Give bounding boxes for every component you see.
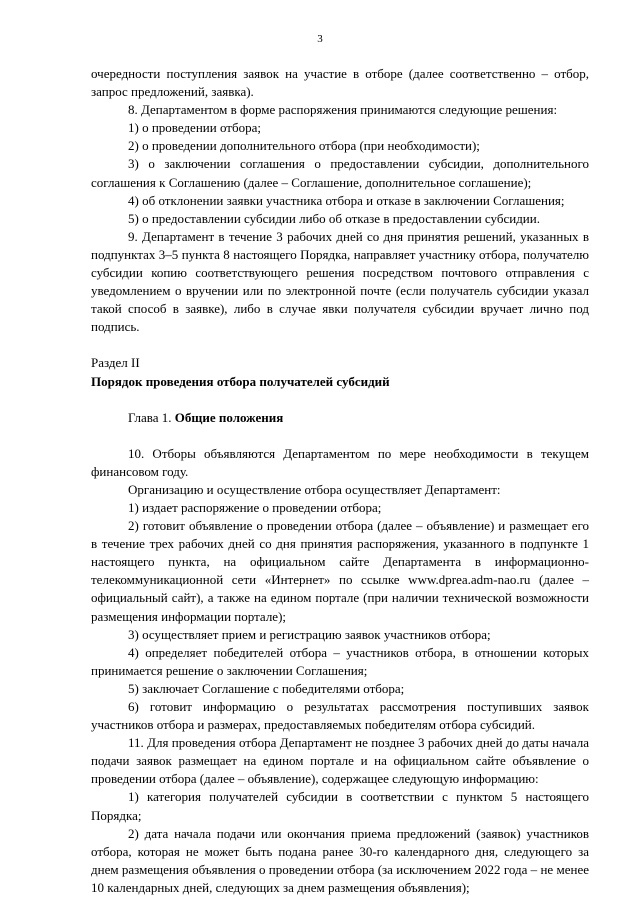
- paragraph-10-item-4: 4) определяет победителей отбора – участников отбора, в отношении которых принимается решение о заключении Соглашения;: [91, 644, 589, 678]
- paragraph-continuation: очередности поступления заявок на участие в отборе (далее соответственно – отбор, запрос предложений, заявка).: [91, 66, 589, 100]
- paragraph-10-item-3: 3) осуществляет прием и регистрацию заявок участников отбора;: [128, 626, 491, 642]
- chapter-heading: [91, 409, 589, 427]
- section-label: Раздел II: [91, 355, 140, 371]
- paragraph-10-item-1: 1) издает распоряжение о проведении отбора;: [128, 499, 382, 515]
- paragraph-10-item-2: 2) готовит объявление о проведении отбора (далее – объявление) и размещает его в течение трех рабочих дней со дня принятия распоряжения, указанного в подпункте 1 настоящего пункта, на официальном сайте Департамента в информационно-телекоммуникационной сети «Интернет» по ссылке www.dprea.adm-nao.ru (далее – официальный сайт), а также на едином портале (при наличии технической возможности размещения информации портале);: [91, 518, 589, 624]
- paragraph-8: 8. Департаментом в форме распоряжения принимаются следующие решения:: [128, 102, 558, 118]
- paragraph-8-item-4: 4) об отклонении заявки участника отбора и отказе в заключении Соглашения;: [128, 192, 565, 208]
- paragraph-8-item-2: 2) о проведении дополнительного отбора (при необходимости);: [128, 138, 480, 154]
- paragraph-11-item-1: 1) категория получателей субсидии в соответствии с пунктом 5 настоящего Порядка;: [91, 789, 589, 823]
- paragraph-8-item-3: 3) о заключении соглашения о предоставлении субсидии, дополнительного соглашения к Соглашению (далее – Соглашение, дополнительное соглашение);: [91, 156, 589, 190]
- paragraph-8-item-1: 1) о проведении отбора;: [128, 120, 261, 136]
- paragraph-8-item-5: 5) о предоставлении субсидии либо об отказе в предоставлении субсидии.: [128, 210, 540, 226]
- document-body: [91, 65, 589, 897]
- paragraph-10: 10. Отборы объявляются Департаментом по мере необходимости в текущем финансовом году.: [91, 445, 589, 479]
- paragraph-10-item-5: 5) заключает Соглашение с победителями отбора;: [128, 680, 405, 696]
- page-number: 3: [317, 33, 323, 45]
- paragraph-10-organization: Организацию и осуществление отбора осуществляет Департамент:: [128, 481, 501, 497]
- paragraph-9: 9. Департамент в течение 3 рабочих дней со дня принятия решений, указанных в подпунктах 3–5 пункта 8 настоящего Порядка, направляет участнику отбора, получателю субсидии копию соответствующего решения посредством почтового отправления с уведомлением о вручении или по электронной почте (если получатель субсидии указал такой способ в заявке), либо в случае явки получателя субсидии вручает лично под подпись.: [91, 228, 589, 335]
- chapter-label: Глава 1.: [128, 409, 172, 425]
- paragraph-11-item-2: 2) дата начала подачи или окончания приема предложений (заявок) участников отбора, которая не может быть подана ранее 30-го календарного дня, следующего за днем размещения объявления о проведении отбора (за исключением 2022 года – не менее 10 календарных дней, следующих за днем размещения объявления);: [91, 825, 589, 895]
- paragraph-11: 11. Для проведения отбора Департамент не позднее 3 рабочих дней до даты начала подачи заявок размещает на едином портале и на официальном сайте объявление о проведении отбора (далее – объявление), содержащее следующую информацию:: [91, 735, 589, 787]
- chapter-title: Общие положения: [174, 409, 284, 425]
- section-heading: Порядок проведения отбора получателей субсидий: [91, 373, 390, 389]
- paragraph-10-item-6: 6) готовит информацию о результатах рассмотрения поступивших заявок участников отбора и размерах, предоставляемых победителям отбора субсидий.: [91, 699, 589, 733]
